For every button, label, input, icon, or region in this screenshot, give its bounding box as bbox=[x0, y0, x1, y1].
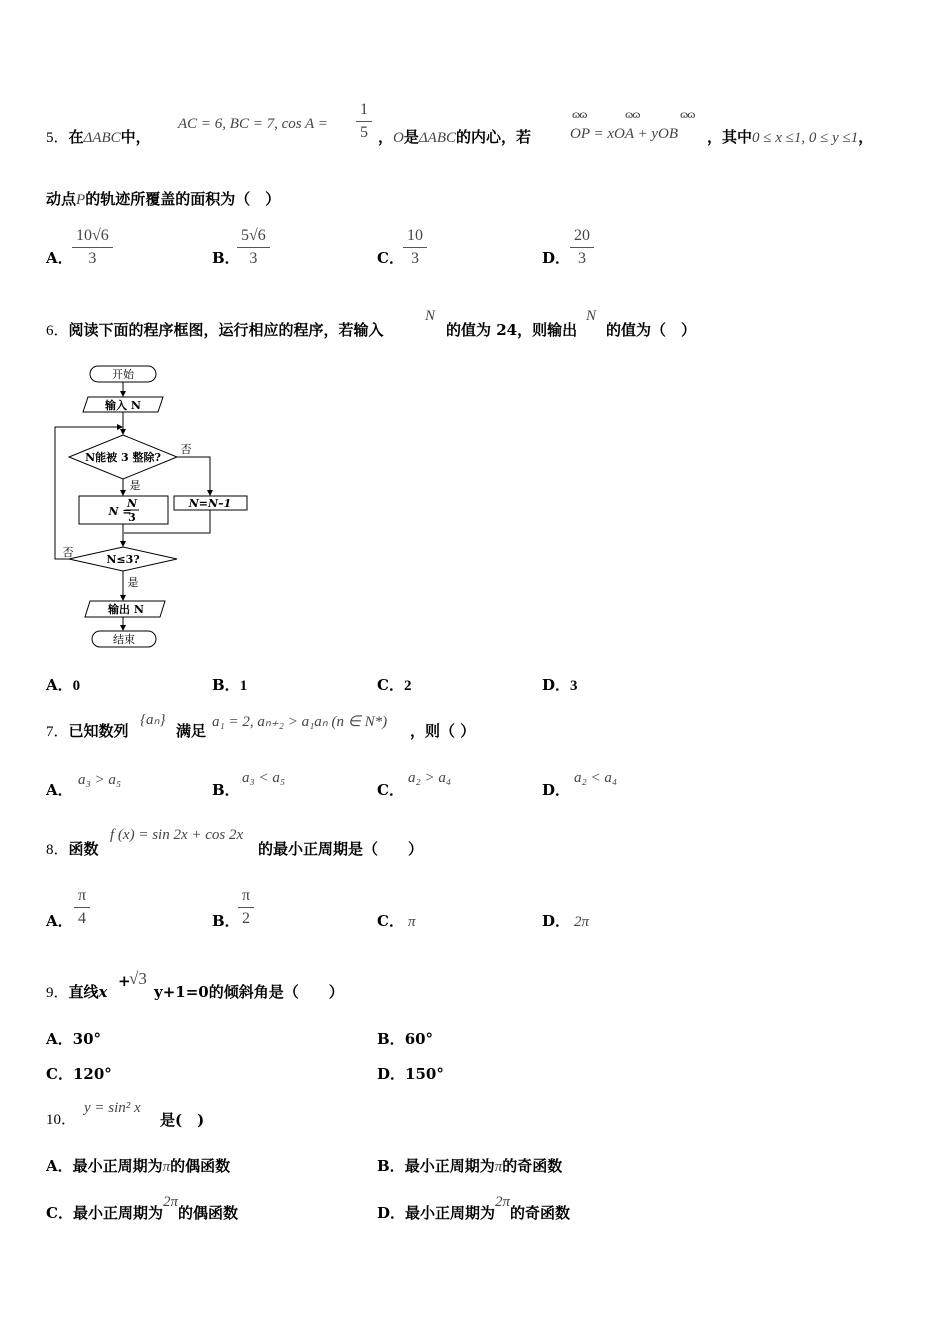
q6-number: 6． bbox=[46, 323, 69, 339]
option-value: 0 bbox=[72, 678, 81, 694]
flow-yes2-label: 是 bbox=[127, 576, 139, 589]
q7-option-d-label: D． bbox=[542, 781, 571, 799]
option-label: D． bbox=[377, 1065, 406, 1083]
q5-text: ， bbox=[858, 128, 874, 146]
q5-point-p: P bbox=[76, 192, 86, 208]
flow-cond1-label: N能被 3 整除? bbox=[85, 451, 161, 464]
q5-line1c bbox=[707, 127, 873, 148]
option-label: D． bbox=[542, 676, 571, 694]
numerator: π bbox=[74, 887, 90, 908]
denominator: 3 bbox=[249, 250, 258, 267]
q9-option-a bbox=[46, 1029, 101, 1049]
q9-sqrt3: √3 bbox=[129, 969, 147, 988]
numerator: 10 bbox=[403, 227, 427, 248]
q9-option-d bbox=[377, 1064, 444, 1084]
q10-function: y = sin² x bbox=[84, 1100, 141, 1116]
option-value: 30° bbox=[72, 1030, 102, 1048]
q5-condition: AC = 6, BC = 7, cos A = bbox=[178, 116, 328, 132]
q5-text: 的轨迹所覆盖的面积为（ ） bbox=[85, 190, 281, 208]
q10-option-a bbox=[46, 1156, 230, 1177]
q7-sequence: {aₙ} bbox=[140, 712, 166, 728]
option-text: 的奇函数 bbox=[502, 1157, 563, 1175]
q5-text: 在 bbox=[68, 128, 84, 146]
q9-option-c bbox=[46, 1064, 112, 1084]
flow-assign1-num: N bbox=[126, 497, 138, 510]
q5-cos-numerator: 1 bbox=[356, 101, 372, 122]
denominator: 3 bbox=[578, 250, 586, 267]
numerator: 5√6 bbox=[237, 227, 270, 248]
q5-option-a-label: A． bbox=[46, 249, 73, 267]
denominator: 3 bbox=[88, 250, 97, 267]
q5-point-o: O bbox=[393, 130, 404, 146]
q7-option-c-expr: a₂ > a₄ bbox=[408, 770, 452, 786]
q9-plus: + bbox=[118, 972, 131, 990]
q9-number: 9． bbox=[46, 985, 69, 1001]
option-label: B． bbox=[212, 676, 240, 694]
q5-text: 动点 bbox=[46, 190, 77, 208]
q6-option-b bbox=[212, 675, 247, 696]
option-math: 2π bbox=[162, 1194, 178, 1210]
flow-yes1-label: 是 bbox=[129, 479, 141, 492]
q5-option-c-label: C． bbox=[377, 249, 404, 267]
q7-option-d-expr: a₂ < a₄ bbox=[574, 770, 618, 786]
flow-no2-label: 否 bbox=[62, 546, 74, 559]
q8-option-d-expr: 2π bbox=[574, 914, 590, 930]
q6-option-d bbox=[542, 675, 578, 696]
option-label: B． bbox=[377, 1157, 405, 1175]
option-math: π bbox=[494, 1159, 503, 1175]
denominator: 4 bbox=[78, 910, 87, 927]
option-text: 最小正周期为 bbox=[72, 1204, 163, 1222]
q7-text-b: 满足 bbox=[176, 722, 207, 740]
q5-vector-arrow: ɷɷ bbox=[572, 110, 587, 121]
q9-equation-rest: y+1=0 bbox=[154, 983, 209, 1001]
q5-range: 0 ≤ x ≤1, 0 ≤ y ≤1 bbox=[752, 130, 859, 146]
flow-start-label: 开始 bbox=[112, 368, 134, 381]
q10-option-d bbox=[377, 1194, 571, 1224]
flow-assign2-label: N=N–1 bbox=[188, 497, 232, 510]
q5-vector-arrow: ɷɷ bbox=[625, 110, 640, 121]
option-value: 2 bbox=[403, 678, 412, 694]
option-label: C． bbox=[377, 676, 404, 694]
option-text: 最小正周期为 bbox=[72, 1157, 163, 1175]
q7-text: 已知数列 bbox=[68, 722, 129, 740]
q10-option-c bbox=[46, 1194, 238, 1224]
q5-option-a-fraction bbox=[72, 227, 113, 268]
q6-flowchart bbox=[46, 360, 256, 655]
q10-option-b bbox=[377, 1156, 562, 1177]
q5-option-b-fraction bbox=[237, 227, 270, 268]
q5-option-d-label: D． bbox=[542, 249, 571, 267]
option-value: 60° bbox=[404, 1030, 434, 1048]
option-label: D． bbox=[377, 1204, 406, 1222]
option-label: C． bbox=[46, 1065, 73, 1083]
q9-var-x: x bbox=[98, 983, 108, 1001]
option-label: C． bbox=[46, 1204, 73, 1222]
flow-no1-label: 否 bbox=[180, 443, 192, 456]
q9-stem bbox=[46, 982, 107, 1003]
q8-option-a-fraction bbox=[74, 887, 90, 928]
option-text: 的偶函数 bbox=[177, 1204, 238, 1222]
q8-option-b-fraction bbox=[238, 887, 254, 928]
q6-var-n: N bbox=[586, 308, 597, 324]
q5-number: 5． bbox=[46, 130, 69, 146]
q7-option-c-label: C． bbox=[377, 781, 404, 799]
q5-cos-denominator: 5 bbox=[360, 124, 368, 141]
q10-number: 10． bbox=[46, 1112, 77, 1128]
q8-option-d-label: D． bbox=[542, 912, 571, 930]
q5-option-c-fraction bbox=[403, 227, 427, 268]
q5-text: 的内心，若 bbox=[456, 128, 532, 146]
q5-text: ， bbox=[378, 128, 394, 146]
q8-number: 8． bbox=[46, 842, 69, 858]
option-label: A． bbox=[46, 1030, 73, 1048]
q8-stem bbox=[46, 839, 99, 860]
q9-option-b bbox=[377, 1029, 433, 1049]
q6-stem bbox=[46, 320, 384, 341]
q7-stem bbox=[46, 721, 129, 742]
q5-text: 中， bbox=[120, 128, 151, 146]
option-value: 3 bbox=[570, 678, 578, 694]
q6-stem-c: 的值为（ ） bbox=[606, 321, 697, 339]
q7-option-b-label: B． bbox=[212, 781, 240, 799]
q5-text: 是 bbox=[403, 128, 419, 146]
option-value: 1 bbox=[239, 678, 248, 694]
q5-triangle: ΔABC bbox=[418, 130, 457, 146]
q9-text: 直线 bbox=[68, 983, 99, 1001]
q7-number: 7． bbox=[46, 724, 69, 740]
q5-line1 bbox=[46, 127, 151, 148]
option-text: 的偶函数 bbox=[170, 1157, 231, 1175]
option-math: 2π bbox=[495, 1194, 511, 1210]
option-text: 最小正周期为 bbox=[404, 1157, 495, 1175]
q8-option-c-expr: π bbox=[408, 914, 416, 930]
flow-input-label: 输入 N bbox=[105, 399, 141, 412]
q8-text-b: 的最小正周期是（ ） bbox=[258, 840, 424, 858]
denominator: 3 bbox=[411, 250, 419, 267]
flow-assign1-den: 3 bbox=[128, 511, 136, 524]
q7-option-a-label: A． bbox=[46, 781, 73, 799]
numerator: 10√6 bbox=[72, 227, 113, 248]
option-label: A． bbox=[46, 676, 73, 694]
flow-cond2-label: N≤3? bbox=[106, 553, 140, 566]
option-text: 的奇函数 bbox=[510, 1204, 571, 1222]
flow-end-label: 结束 bbox=[113, 633, 135, 646]
q6-stem-b: 的值为 24，则输出 bbox=[446, 321, 578, 339]
q5-vector-equation: OP = xOA + yOB bbox=[570, 126, 679, 142]
q8-option-c-label: C． bbox=[377, 912, 404, 930]
q6-var-n: N bbox=[425, 308, 436, 324]
q5-option-d-fraction bbox=[570, 227, 594, 268]
q6-option-a bbox=[46, 675, 80, 696]
q6-text: 阅读下面的程序框图，运行相应的程序，若输入 bbox=[68, 321, 384, 339]
q9-text: 的倾斜角是（ ） bbox=[208, 983, 344, 1001]
q5-text: ，其中 bbox=[707, 128, 753, 146]
option-math: π bbox=[162, 1159, 171, 1175]
q8-function: f (x) = sin 2x + cos 2x bbox=[110, 827, 244, 843]
option-label: B． bbox=[377, 1030, 405, 1048]
q5-vector-arrow: ɷɷ bbox=[680, 110, 695, 121]
flow-output-label: 输出 N bbox=[108, 603, 144, 616]
denominator: 2 bbox=[242, 910, 251, 927]
option-label: A． bbox=[46, 1157, 73, 1175]
flow-assign1-left: N = bbox=[108, 505, 132, 518]
q7-option-a-expr: a₃ > a₅ bbox=[78, 772, 122, 788]
q5-line2 bbox=[46, 189, 280, 210]
q10-text: 是( ) bbox=[160, 1111, 205, 1129]
numerator: π bbox=[238, 887, 254, 908]
q5-line1b bbox=[378, 127, 531, 148]
q5-option-b-label: B． bbox=[212, 249, 240, 267]
q7-condition: a₁ = 2, aₙ₊₂ > a₁aₙ (n ∈ N*) bbox=[212, 714, 388, 730]
option-value: 150° bbox=[405, 1065, 444, 1083]
q9-stem-b bbox=[154, 982, 344, 1002]
option-value: 120° bbox=[72, 1065, 112, 1083]
q5-cos-fraction bbox=[356, 101, 372, 142]
q6-option-c bbox=[377, 675, 411, 696]
q8-option-b-label: B． bbox=[212, 912, 240, 930]
q5-triangle: ΔABC bbox=[83, 130, 121, 146]
q8-option-a-label: A． bbox=[46, 912, 73, 930]
q8-text: 函数 bbox=[68, 840, 99, 858]
q7-text-c: ，则（ ） bbox=[410, 722, 476, 740]
numerator: 20 bbox=[570, 227, 594, 248]
q7-option-b-expr: a₃ < a₅ bbox=[242, 770, 286, 786]
option-text: 最小正周期为 bbox=[405, 1204, 496, 1222]
